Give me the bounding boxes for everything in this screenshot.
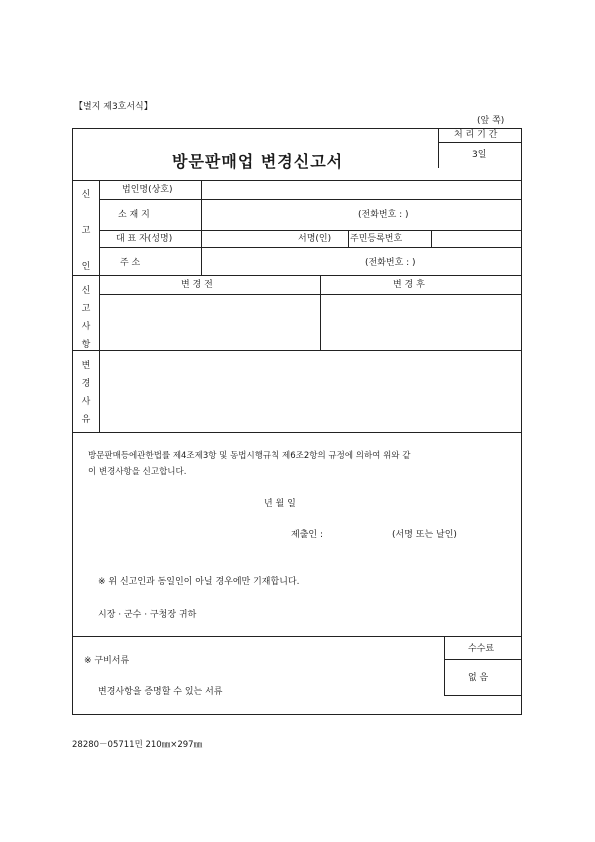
fee-value: 없 음 xyxy=(468,673,489,683)
page-side-label: (앞 쪽) xyxy=(477,116,505,126)
change-reason-field[interactable] xyxy=(102,353,518,429)
form-title: 방문판매업 변경신고서 xyxy=(172,152,344,171)
representative-field[interactable] xyxy=(205,232,293,245)
company-name-label: 법인명(상호) xyxy=(122,185,173,195)
location-phone-label: (전화번호 : ) xyxy=(358,210,409,220)
change-reason-section-label: 변 경 사 유 xyxy=(81,361,91,425)
sign-note: (서명 또는 날인) xyxy=(392,530,457,540)
footer-code: 28280－05711민 210㎜×297㎜ xyxy=(72,740,203,750)
after-change-header: 변 경 후 xyxy=(393,280,425,290)
date-line: 년 월 일 xyxy=(264,499,296,509)
resident-number-label: 주민등록번호 xyxy=(350,234,403,244)
location-field[interactable] xyxy=(205,202,345,227)
address-phone-label: (전화번호 : ) xyxy=(365,258,416,268)
company-name-field[interactable] xyxy=(205,182,517,197)
address-label: 주 소 xyxy=(120,258,141,268)
processing-period-label: 처 리 기 간 xyxy=(454,130,498,140)
address-field[interactable] xyxy=(205,250,355,272)
statement-line-2: 이 변경사항을 신고합니다. xyxy=(88,467,187,477)
before-change-header: 변 경 전 xyxy=(181,280,213,290)
reporter-section-label: 신 고 인 xyxy=(81,190,91,272)
before-change-field[interactable] xyxy=(102,297,317,347)
submitter-label: 제출인 : xyxy=(291,530,323,540)
submitter-note: ※ 위 신고인과 동일인이 아닐 경우에만 기재합니다. xyxy=(98,577,300,587)
processing-box-border xyxy=(438,128,439,168)
fee-label: 수수료 xyxy=(468,644,495,654)
processing-period-value: 3일 xyxy=(472,150,487,160)
representative-label: 대 표 자(성명) xyxy=(116,234,173,244)
required-documents-label: ※ 구비서류 xyxy=(84,656,130,666)
submitter-field[interactable] xyxy=(335,527,390,541)
form-number: 【별지 제3호서식】 xyxy=(74,102,153,112)
after-change-field[interactable] xyxy=(324,297,518,347)
recipient-line: 시장 · 군수 · 구청장 귀하 xyxy=(98,610,197,620)
change-items-section-label: 신 고 사 항 xyxy=(81,286,91,350)
required-document-item: 변경사항을 증명할 수 있는 서류 xyxy=(98,687,223,697)
resident-number-field[interactable] xyxy=(434,232,518,245)
signature-label: 서명(인) xyxy=(298,234,332,244)
location-label: 소 재 지 xyxy=(118,210,150,220)
statement-line-1: 방문판매등에관한법률 제4조제3항 및 동법시행규칙 제6조2항의 규정에 의하여 위와 같 xyxy=(88,451,411,461)
